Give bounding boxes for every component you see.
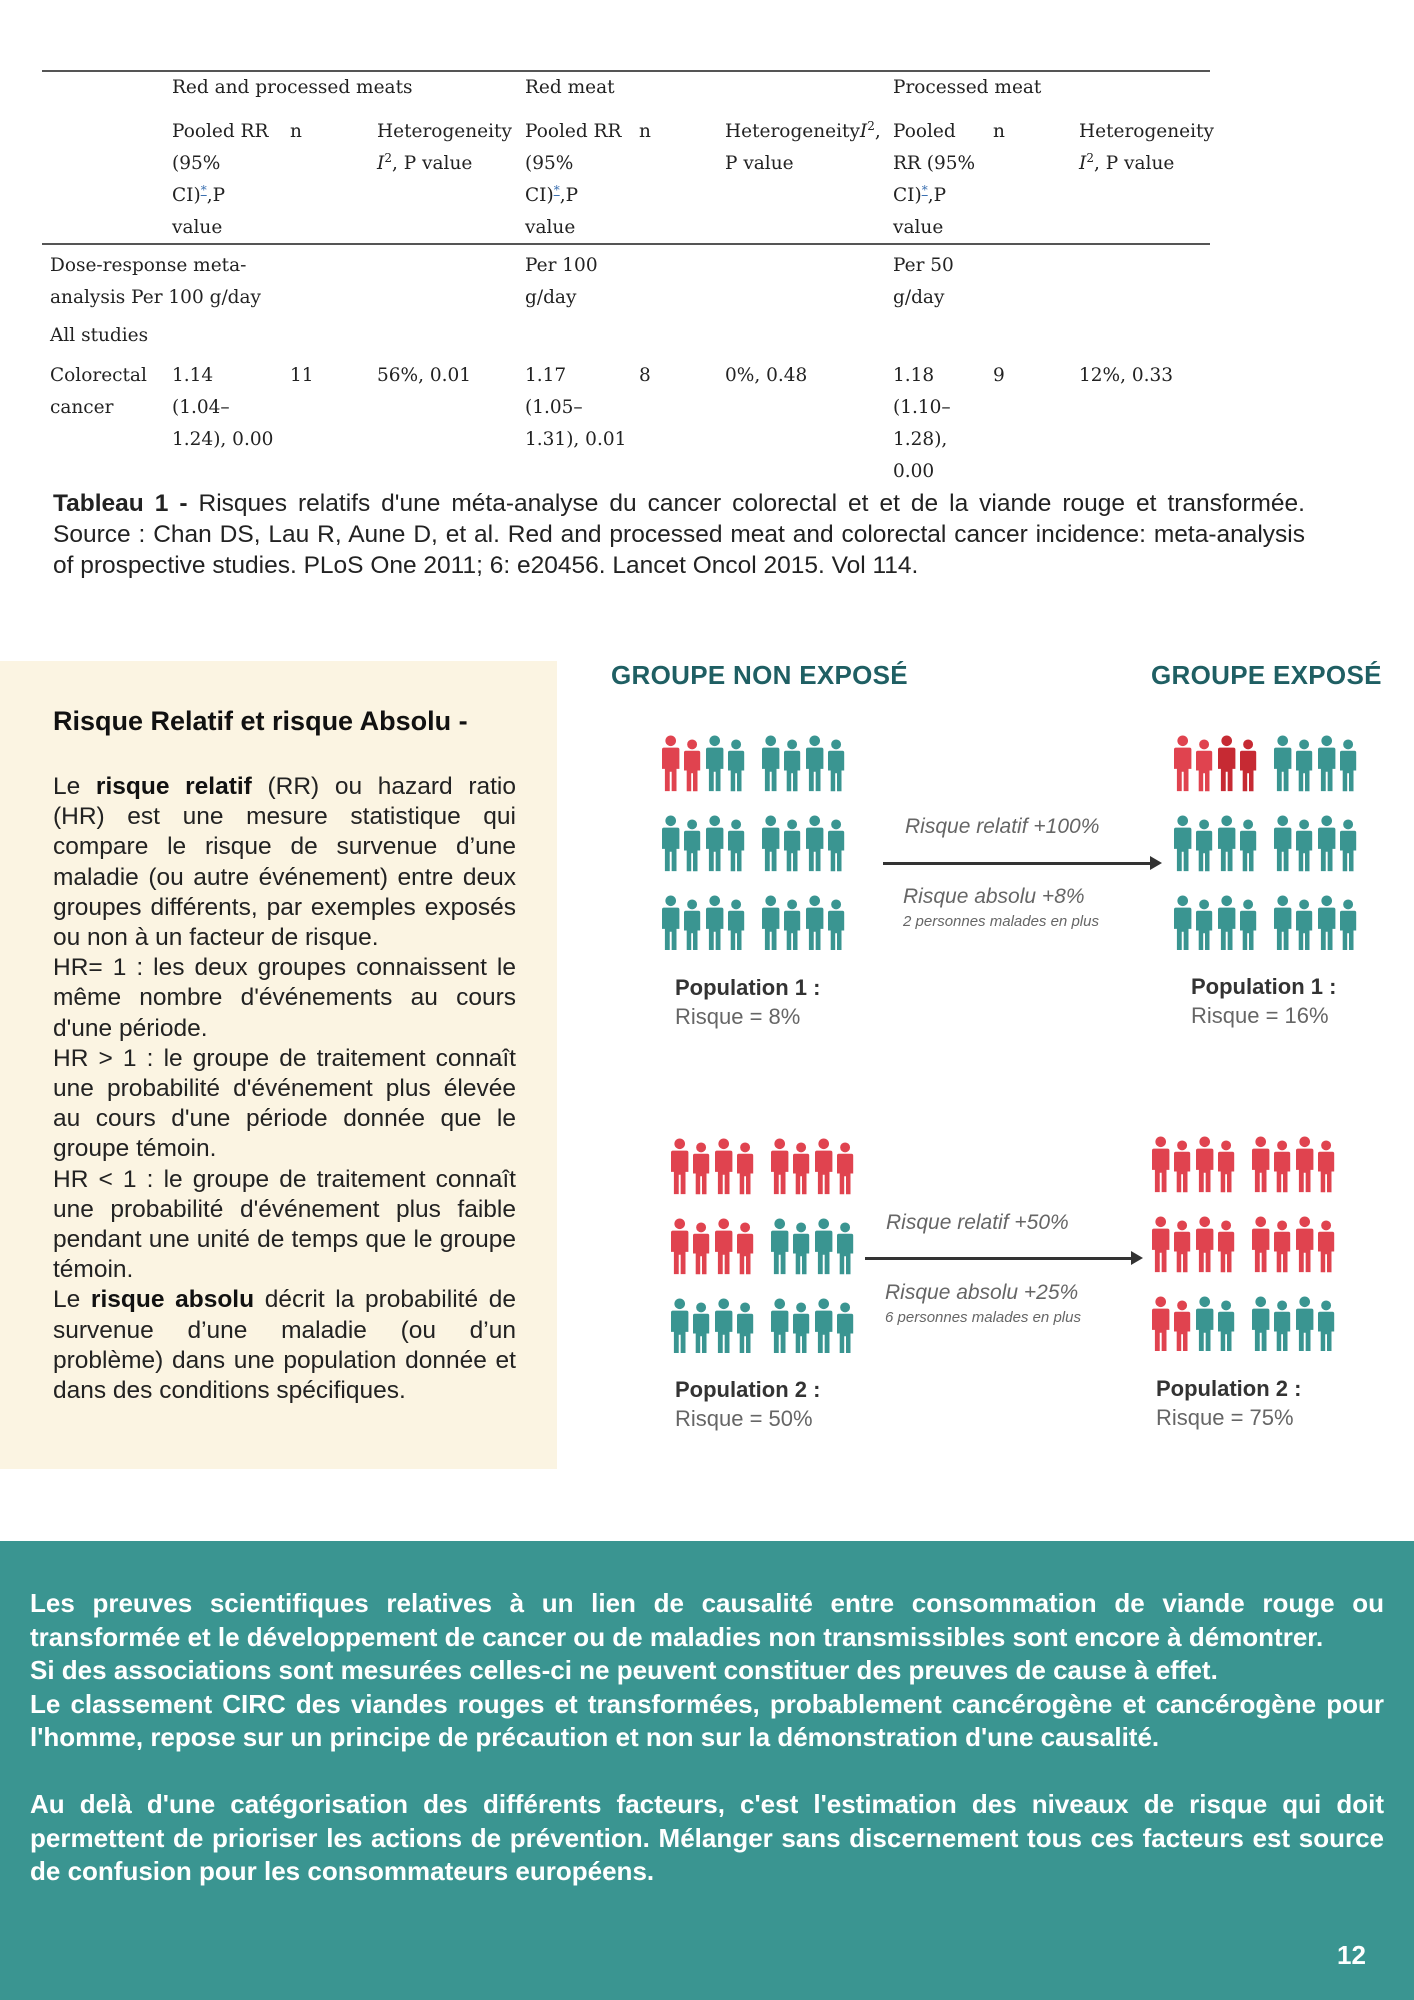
population-1-unexposed-icons (662, 735, 852, 955)
person-icon (784, 819, 800, 871)
col-header-pooled-rr-3: Pooled RR (95% CI)*,P value (893, 121, 976, 238)
person-icon (762, 895, 779, 950)
person-icon (671, 1298, 688, 1353)
person-icon (771, 1138, 788, 1194)
person-icon (1296, 739, 1312, 791)
person-icon (793, 1142, 809, 1194)
person-icon (1252, 1216, 1269, 1272)
caption-text: Risques relatifs d'une méta-analyse du cancer colorectal et et de la viande rouge et transformée. Source : Chan DS, Lau R, Aune D, et al. Red and processed meat and colorectal cancer incidence: meta-analysis of prospective studies. PLoS One 2011; 6: e20456. Lancet Oncol 2015. Vol 114. (53, 490, 1305, 579)
person-icon (706, 735, 723, 791)
conclusion-paragraph-3: Le classement CIRC des viandes rouges et transformées, probablement cancérogène et cancérogène pour l'homme, repose sur un principe de précaution et non sur la démonstration d'une causalité. (30, 1688, 1384, 1752)
person-icon (715, 1298, 732, 1353)
person-icon (806, 735, 823, 791)
panel-body (53, 772, 516, 1406)
people-grid (1174, 735, 1364, 950)
person-icon (1340, 819, 1356, 871)
group-header-red-processed: Red and processed meats (172, 77, 413, 98)
panel-paragraph-hr-equal: HR= 1 : les deux groupes connaissent le même nombre d'événements au cours d'une période. (53, 954, 516, 1042)
col-header-pooled-rr-1: Pooled RR (95% CI)*,P value (172, 121, 269, 238)
person-icon (1318, 1300, 1334, 1351)
person-icon (837, 1222, 853, 1274)
person-icon (1240, 819, 1256, 871)
person-icon (1274, 815, 1291, 871)
ex2-arrow-line (865, 1257, 1132, 1260)
person-icon (762, 735, 779, 791)
person-icon (815, 1218, 832, 1274)
ex1-arrow-head-icon (1150, 856, 1162, 870)
table-caption (53, 488, 1305, 581)
person-icon (1196, 739, 1212, 791)
caption-label: Tableau 1 - (53, 490, 188, 517)
person-icon (828, 899, 844, 950)
person-icon (1252, 1296, 1269, 1351)
person-icon (1240, 899, 1256, 950)
conclusion-text (30, 1587, 1384, 1889)
person-icon (662, 735, 679, 791)
person-icon (693, 1222, 709, 1274)
ex1-left-pop-label: Population 1 : (675, 975, 821, 1000)
cell-rpm-rr: 1.14 (1.04– 1.24), 0.00 (172, 365, 274, 450)
panel-paragraph-rr: Le risque relatif (RR) ou hazard ratio (HR) est une mesure statistique qui compare le risque de survenue d’une maladie (ou autre événement) entre deux groupes différents, par exemples exposés ou non à un facteur de risque. (53, 773, 516, 952)
ex2-arrow-head-icon (1131, 1251, 1143, 1265)
person-icon (1218, 735, 1235, 791)
group-header-processed: Processed meat (893, 77, 1042, 98)
person-icon (671, 1218, 688, 1274)
person-icon (715, 1138, 732, 1194)
person-icon (1174, 1220, 1190, 1272)
person-icon (1340, 739, 1356, 791)
person-icon (1318, 1220, 1334, 1272)
person-icon (1174, 895, 1191, 950)
person-icon (1274, 1300, 1290, 1351)
person-icon (762, 815, 779, 871)
person-icon (1318, 895, 1335, 950)
person-icon (1296, 1136, 1313, 1192)
person-icon (1274, 735, 1291, 791)
person-icon (1152, 1296, 1169, 1351)
person-icon (1318, 735, 1335, 791)
ex1-arrow-line (883, 862, 1151, 865)
person-icon (1218, 1140, 1234, 1192)
ex2-left-pop-risk: Risque = 50% (675, 1406, 813, 1431)
col-header-heterogeneity-3: Heterogeneity $I^2$, P value (1079, 121, 1214, 174)
panel-paragraph-hr-greater: HR > 1 : le groupe de traitement connaît une probabilité d'événement plus élevée au cours d'une période donnée que le groupe témoin. (53, 1044, 516, 1163)
cell-pm-het: 12%, 0.33 (1079, 365, 1174, 386)
person-icon (793, 1222, 809, 1274)
cell-rm-het: 0%, 0.48 (725, 365, 808, 386)
row-per100: Per 100 g/day (525, 255, 598, 308)
person-icon (1218, 1300, 1234, 1351)
cell-rpm-n: 11 (290, 365, 314, 386)
population-2-unexposed-icons (671, 1138, 861, 1358)
conclusion-paragraph-4: Au delà d'une catégorisation des différents facteurs, c'est l'estimation des niveaux de risque qui doit permettent de prioriser les actions de prévention. Mélanger sans discernement tous ces facteurs est source de confusion pour les consommateurs européens. (30, 1789, 1384, 1886)
person-icon (684, 739, 700, 791)
person-icon (1152, 1216, 1169, 1272)
row-label-dose-response: Dose-response meta- analysis Per 100 g/day (50, 255, 262, 308)
ex1-absolute-risk: Risque absolu +8% (903, 885, 1085, 908)
person-icon (1296, 1216, 1313, 1272)
person-icon (793, 1302, 809, 1353)
person-icon (828, 739, 844, 791)
page-number: 12 (1337, 1940, 1366, 1970)
row-per50: Per 50 g/day (893, 255, 954, 308)
person-icon (737, 1142, 753, 1194)
col-header-n-3: n (993, 121, 1005, 142)
ex2-relative-risk: Risque relatif +50% (886, 1211, 1069, 1234)
person-icon (1174, 1300, 1190, 1351)
person-icon (1196, 1216, 1213, 1272)
panel-title: Risque Relatif et risque Absolu - (53, 706, 468, 736)
ex2-right-pop-label: Population 2 : (1156, 1376, 1302, 1401)
ex1-left-pop-risk: Risque = 8% (675, 1004, 801, 1029)
table-header-rule (42, 243, 1210, 245)
ex2-extra-sick: 6 personnes malades en plus (885, 1309, 1081, 1326)
person-icon (737, 1302, 753, 1353)
ex2-left-pop-label: Population 2 : (675, 1377, 821, 1402)
person-icon (815, 1138, 832, 1194)
ex2-right-pop-risk: Risque = 75% (1156, 1405, 1294, 1430)
col-header-heterogeneity-1: Heterogeneity $I^2$, P value (377, 121, 512, 174)
panel-paragraph-ra: Le risque absolu décrit la probabilité de survenue d’une maladie (ou d’un problème) dans une population donnée et dans des conditions spécifiques. (53, 1286, 516, 1405)
person-icon (1152, 1136, 1169, 1192)
person-icon (728, 819, 744, 871)
person-icon (693, 1142, 709, 1194)
ex2-absolute-risk: Risque absolu +25% (885, 1281, 1079, 1304)
people-grid (1152, 1136, 1342, 1351)
conclusion-spacer (30, 1755, 1384, 1789)
person-icon (1296, 819, 1312, 871)
person-icon (715, 1218, 732, 1274)
person-icon (1296, 1296, 1313, 1351)
person-icon (1174, 735, 1191, 791)
person-icon (1252, 1136, 1269, 1192)
person-icon (771, 1298, 788, 1353)
ex1-right-pop-label: Population 1 : (1191, 974, 1337, 999)
ex1-extra-sick: 2 personnes malades en plus (903, 913, 1099, 930)
person-icon (1218, 1220, 1234, 1272)
person-icon (1274, 1140, 1290, 1192)
cell-pm-rr: 1.18 (1.10– 1.28), 0.00 (893, 365, 951, 482)
heading-unexposed-group: GROUPE NON EXPOSÉ (611, 660, 908, 690)
conclusion-paragraph-2: Si des associations sont mesurées celles-ci ne peuvent constituer des preuves de cause à effet. (30, 1655, 1218, 1685)
person-icon (815, 1298, 832, 1353)
person-icon (706, 895, 723, 950)
col-header-pooled-rr-2: Pooled RR (95% CI)*,P value (525, 121, 622, 238)
panel-paragraph-hr-less: HR < 1 : le groupe de traitement connaît une probabilité d'événement plus faible pendant une unité de temps que le groupe témoin. (53, 1165, 516, 1284)
person-icon (771, 1218, 788, 1274)
person-icon (1196, 1136, 1213, 1192)
person-icon (828, 819, 844, 871)
person-icon (1318, 815, 1335, 871)
cell-rm-rr: 1.17 (1.05– 1.31), 0.01 (525, 365, 627, 450)
cell-pm-n: 9 (993, 365, 1005, 386)
person-icon (1218, 895, 1235, 950)
person-icon (728, 899, 744, 950)
person-icon (1196, 899, 1212, 950)
person-icon (1274, 1220, 1290, 1272)
col-header-n-1: n (290, 121, 302, 142)
col-header-heterogeneity-2: HeterogeneityI$^2$, P value (725, 118, 881, 174)
person-icon (1196, 1296, 1213, 1351)
person-icon (1218, 815, 1235, 871)
row-label-colorectal: Colorectal cancer (50, 365, 147, 418)
person-icon (837, 1142, 853, 1194)
cell-rpm-het: 56%, 0.01 (377, 365, 472, 386)
people-grid (671, 1138, 861, 1353)
person-icon (1274, 895, 1291, 950)
person-icon (1340, 899, 1356, 950)
cell-rm-n: 8 (639, 365, 651, 386)
person-icon (784, 739, 800, 791)
ex1-relative-risk: Risque relatif +100% (905, 815, 1100, 838)
person-icon (784, 899, 800, 950)
person-icon (684, 899, 700, 950)
person-icon (1174, 815, 1191, 871)
person-icon (693, 1302, 709, 1353)
person-icon (684, 819, 700, 871)
conclusion-paragraph-1: Les preuves scientifiques relatives à un lien de causalité entre consommation de viande rouge ou transformée et le développement de cancer ou de maladies non transmissibles sont encore à démontrer. (30, 1588, 1384, 1652)
population-2-exposed-icons (1152, 1136, 1342, 1356)
person-icon (1196, 819, 1212, 871)
person-icon (1318, 1140, 1334, 1192)
heading-exposed-group: GROUPE EXPOSÉ (1151, 660, 1382, 690)
person-icon (1174, 1140, 1190, 1192)
people-grid (662, 735, 852, 950)
person-icon (662, 895, 679, 950)
person-icon (737, 1222, 753, 1274)
person-icon (671, 1138, 688, 1194)
person-icon (728, 739, 744, 791)
group-header-red: Red meat (525, 77, 615, 98)
person-icon (1240, 739, 1256, 791)
population-1-exposed-icons (1174, 735, 1364, 955)
person-icon (806, 815, 823, 871)
person-icon (806, 895, 823, 950)
col-header-n-2: n (639, 121, 651, 142)
person-icon (1296, 899, 1312, 950)
ex1-right-pop-risk: Risque = 16% (1191, 1003, 1329, 1028)
person-icon (706, 815, 723, 871)
person-icon (837, 1302, 853, 1353)
row-label-all-studies: All studies (50, 325, 149, 346)
person-icon (662, 815, 679, 871)
